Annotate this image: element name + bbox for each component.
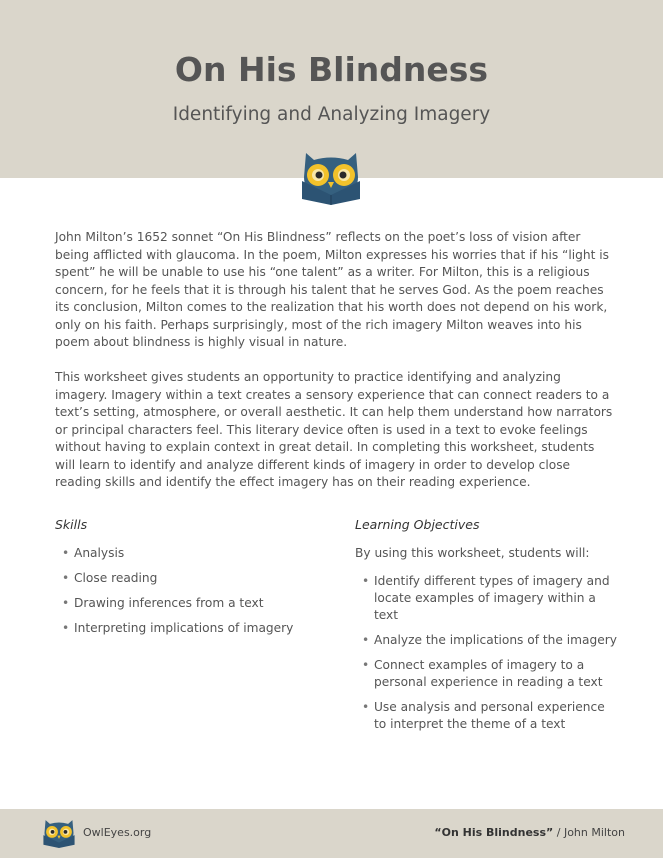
owl-book-icon	[296, 151, 366, 205]
bullet-icon: •	[62, 596, 70, 610]
list-item	[55, 620, 325, 637]
bullet-icon: •	[62, 621, 70, 635]
skills-section	[55, 517, 325, 645]
skill-label: Drawing inferences from a text	[74, 596, 264, 610]
objectives-lead: By using this worksheet, students will:	[355, 546, 590, 560]
bullet-icon: •	[362, 574, 370, 588]
list-item	[355, 632, 620, 649]
list-item	[55, 570, 325, 587]
skills-list	[55, 545, 325, 637]
footer-work-title: “On His Blindness”	[434, 826, 554, 839]
page-title: On His Blindness	[174, 50, 489, 89]
footer-band	[0, 809, 663, 858]
footer-credit	[434, 826, 625, 839]
objective-label: Identify different types of imagery and locate examples of imagery within a text	[374, 574, 610, 622]
list-item	[55, 595, 325, 612]
page-subtitle: Identifying and Analyzing Imagery	[172, 104, 491, 125]
footer-author: John Milton	[563, 826, 625, 839]
bullet-icon: •	[362, 633, 370, 647]
intro-paragraph: John Milton’s 1652 sonnet “On His Blindness” reflects on the poet’s loss of vision after being afflicted with glaucoma. In the poem, Milton expresses his worries that if his “light is spent” he will be unable to use his “one talent” as a writer. For Milton, this is a religious concern, for he feels that it is through his talent that he serves God. As the poem reaches its conclusion, Milton comes to the realization that his worth does not depend on his work, only on his faith. Perhaps surprisingly, most of the rich imagery Milton weaves into his poem about blindness is highly visual in nature.	[55, 230, 609, 349]
list-item	[355, 657, 620, 691]
footer-separator: /	[553, 826, 564, 839]
skill-label: Close reading	[74, 571, 158, 585]
intro-section	[55, 229, 615, 509]
list-item	[355, 573, 620, 624]
objectives-section	[355, 517, 620, 741]
bullet-icon: •	[62, 571, 70, 585]
owl-book-icon	[39, 819, 79, 848]
bullet-icon: •	[362, 658, 370, 672]
objective-label: Use analysis and personal experience to interpret the theme of a text	[374, 700, 605, 731]
skill-label: Analysis	[74, 546, 125, 560]
skill-label: Interpreting implications of imagery	[74, 621, 294, 635]
objective-label: Analyze the implications of the imagery	[374, 633, 617, 647]
bullet-icon: •	[362, 700, 370, 714]
objectives-heading: Learning Objectives	[355, 517, 480, 532]
skills-heading: Skills	[55, 517, 88, 532]
bullet-icon: •	[62, 546, 70, 560]
objectives-list	[355, 573, 620, 733]
list-item	[55, 545, 325, 562]
intro-paragraph: This worksheet gives students an opportunity to practice identifying and analyzing imagery. Imagery within a text creates a sensory experience that can connect readers to a text’s setting, atmosphere, or overall aesthetic. It can help them understand how narrators or principal characters feel. This literary device often is used in a text to evoke feelings without having to explain context in great detail. In completing this worksheet, students will learn to identify and analyze different kinds of imagery in order to develop close reading skills and identify the effect imagery has on their reading experience.	[55, 370, 613, 489]
objective-label: Connect examples of imagery to a personal experience in reading a text	[374, 658, 603, 689]
footer-brand-link[interactable]: OwlEyes.org	[83, 826, 152, 839]
list-item	[355, 699, 620, 733]
